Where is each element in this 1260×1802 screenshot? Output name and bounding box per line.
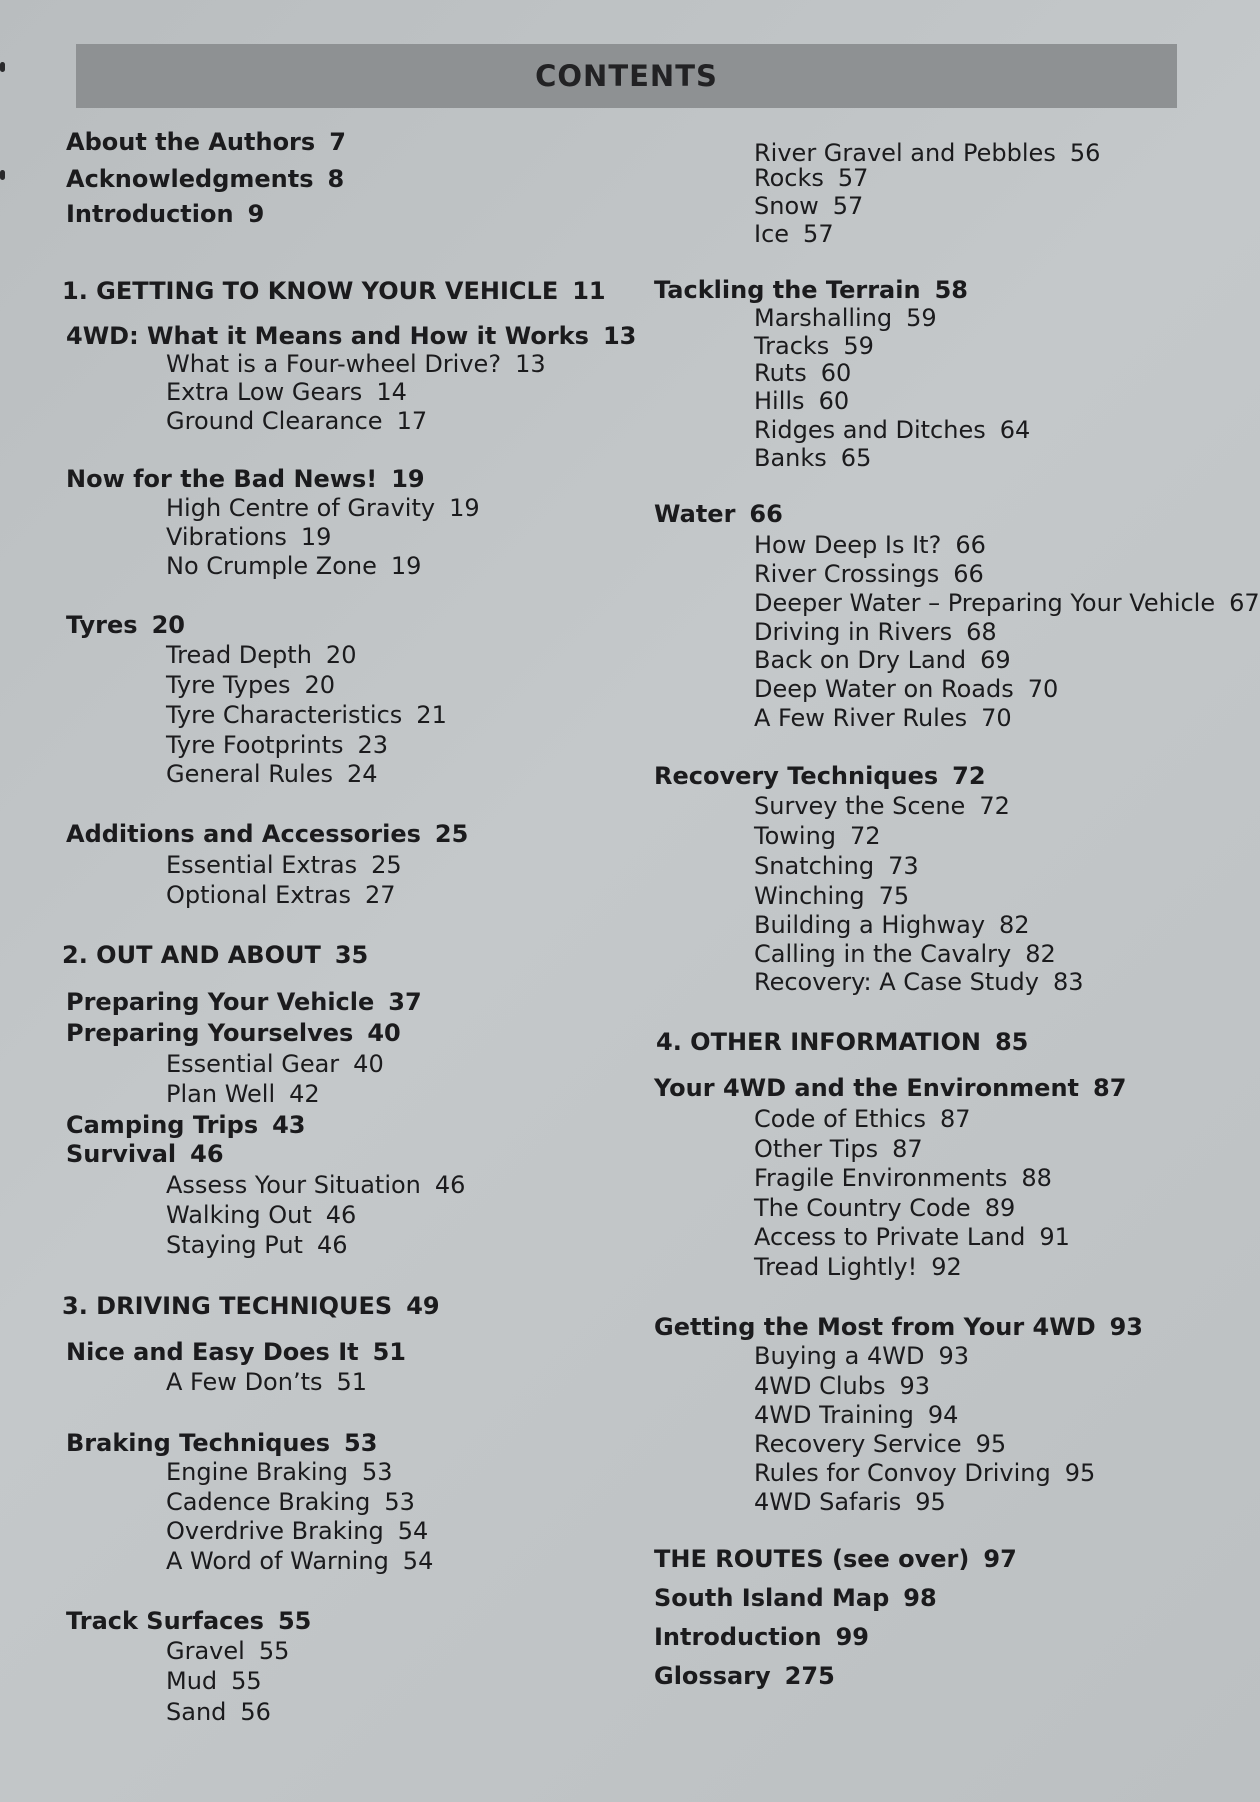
toc-page-number: 56	[240, 1698, 271, 1726]
toc-subsection-entry	[754, 1459, 1095, 1487]
toc-entry-label: Preparing Yourselves	[66, 1019, 354, 1047]
toc-page-number: 46	[190, 1140, 224, 1168]
toc-section-entry	[66, 1140, 224, 1168]
toc-page-number: 40	[367, 1019, 401, 1047]
toc-entry-label: How Deep Is It?	[754, 531, 942, 559]
toc-page-number: 93	[1109, 1313, 1144, 1341]
toc-page-number: 69	[980, 646, 1011, 674]
toc-page-number: 7	[329, 128, 346, 156]
toc-page-number: 27	[364, 881, 396, 909]
toc-entry-label: No Crumple Zone	[166, 552, 377, 580]
toc-entry-label: Access to Private Land	[754, 1223, 1026, 1251]
toc-page-number: 58	[934, 276, 968, 304]
toc-entry-label: Assess Your Situation	[166, 1171, 421, 1199]
toc-entry-label: Survival	[66, 1140, 177, 1168]
toc-entry-label: What is a Four-wheel Drive?	[166, 350, 502, 378]
toc-entry-label: Walking Out	[166, 1201, 312, 1229]
toc-entry-label: Staying Put	[166, 1231, 303, 1259]
toc-entry-label: Gravel	[166, 1637, 245, 1665]
toc-page-number: 93	[899, 1372, 931, 1400]
toc-page-number: 73	[888, 852, 919, 880]
toc-page-number: 19	[449, 494, 480, 522]
toc-entry-label: Track Surfaces	[66, 1607, 264, 1635]
toc-subsection-entry	[754, 822, 881, 850]
toc-entry-label: Now for the Bad News!	[66, 465, 378, 493]
toc-subsection-entry	[754, 304, 937, 332]
toc-page-number: 53	[344, 1429, 378, 1457]
toc-subsection-entry	[754, 1135, 923, 1163]
toc-page-number: 66	[749, 500, 783, 528]
toc-entry-label: Braking Techniques	[66, 1429, 331, 1457]
toc-subsection-entry	[166, 407, 427, 435]
toc-page-number: 21	[416, 701, 447, 729]
toc-page-number: 93	[938, 1342, 969, 1370]
toc-page-number: 95	[975, 1430, 1007, 1458]
toc-entry-label: Marshalling	[754, 304, 893, 332]
toc-entry-label: Preparing Your Vehicle	[66, 988, 375, 1016]
toc-subsection-entry	[754, 882, 909, 910]
toc-page-number: 59	[843, 332, 874, 360]
toc-subsection-entry	[166, 701, 447, 729]
toc-section-entry	[66, 1338, 406, 1366]
toc-entry-label: Additions and Accessories	[66, 820, 421, 848]
toc-entry-label: 2. OUT AND ABOUT	[62, 941, 321, 969]
toc-page-number: 20	[325, 641, 357, 669]
toc-section-entry	[66, 611, 185, 639]
toc-section-entry	[654, 1584, 937, 1612]
toc-page-number: 275	[784, 1662, 835, 1690]
toc-page-number: 68	[966, 618, 997, 646]
toc-page-number: 17	[396, 407, 428, 435]
toc-entry-label: 1. GETTING TO KNOW YOUR VEHICLE	[62, 277, 559, 305]
toc-entry-label: Essential Extras	[166, 851, 358, 879]
toc-entry-label: Fragile Environments	[754, 1164, 1008, 1192]
toc-entry-label: 3. DRIVING TECHNIQUES	[62, 1292, 393, 1320]
toc-entry-label: Ridges and Ditches	[754, 416, 986, 444]
toc-page-number: 19	[390, 552, 422, 580]
toc-page-number: 65	[840, 444, 872, 472]
toc-entry-label: Overdrive Braking	[166, 1517, 384, 1545]
toc-subsection-entry	[754, 560, 984, 588]
toc-entry-label: Ruts	[754, 359, 807, 387]
toc-section-entry	[66, 988, 422, 1016]
toc-page-number: 46	[316, 1231, 348, 1259]
toc-page-number: 55	[277, 1607, 312, 1635]
toc-page-number: 42	[289, 1080, 320, 1108]
toc-section-entry	[66, 465, 425, 493]
toc-page-number: 49	[406, 1292, 440, 1320]
toc-entry-label: Tracks	[754, 332, 830, 360]
toc-page-number: 87	[1093, 1074, 1127, 1102]
toc-entry-label: Towing	[754, 822, 837, 850]
toc-subsection-entry	[166, 760, 378, 788]
toc-entry-label: Sand	[166, 1698, 227, 1726]
toc-entry-label: Introduction	[654, 1623, 822, 1651]
toc-entry-label: Introduction	[66, 200, 234, 228]
toc-section-entry	[654, 1313, 1143, 1341]
toc-page-number: 9	[247, 200, 265, 228]
toc-subsection-entry	[166, 378, 407, 406]
toc-entry-label: South Island Map	[654, 1584, 890, 1612]
toc-chapter-heading	[62, 1292, 440, 1320]
toc-page-number: 43	[272, 1111, 306, 1139]
toc-entry-label: Code of Ethics	[754, 1105, 926, 1133]
toc-entry-label: Camping Trips	[66, 1111, 259, 1139]
toc-entry-label: 4WD Training	[754, 1401, 914, 1429]
toc-section-entry	[654, 276, 968, 304]
toc-page-number: 20	[151, 611, 185, 639]
toc-page-number: 66	[953, 560, 984, 588]
toc-subsection-entry	[754, 359, 851, 387]
toc-page-number: 92	[931, 1253, 962, 1281]
toc-entry-label: General Rules	[166, 760, 333, 788]
toc-subsection-entry	[166, 1171, 465, 1199]
toc-page-number: 20	[304, 671, 336, 699]
toc-page-number: 46	[325, 1201, 357, 1229]
toc-entry-label: Extra Low Gears	[166, 378, 363, 406]
toc-page-number: 8	[327, 165, 345, 193]
toc-section-entry	[654, 1662, 835, 1690]
toc-entry-label: Cadence Braking	[166, 1488, 371, 1516]
toc-entry-label: Snatching	[754, 852, 875, 880]
toc-page-number: 97	[983, 1545, 1017, 1573]
toc-subsection-entry	[166, 350, 546, 378]
toc-subsection-entry	[754, 387, 849, 415]
toc-subsection-entry	[754, 911, 1030, 939]
toc-subsection-entry	[166, 1517, 428, 1545]
toc-entry-label: Getting the Most from Your 4WD	[654, 1313, 1096, 1341]
toc-page-number: 23	[357, 731, 389, 759]
toc-subsection-entry	[754, 1372, 930, 1400]
toc-page-number: 35	[334, 941, 369, 969]
toc-page-number: 72	[979, 792, 1010, 820]
toc-subsection-entry	[754, 589, 1260, 617]
toc-page-number: 24	[346, 760, 378, 788]
toc-subsection-entry	[754, 332, 874, 360]
toc-section-entry	[66, 200, 264, 228]
toc-entry-label: Glossary	[654, 1662, 771, 1690]
toc-page-number: 57	[837, 164, 869, 192]
toc-entry-label: Tread Depth	[166, 641, 312, 669]
toc-subsection-entry	[166, 881, 396, 909]
toc-entry-label: Ground Clearance	[166, 407, 383, 435]
toc-entry-label: The Country Code	[754, 1194, 971, 1222]
toc-entry-label: Tyre Types	[166, 671, 291, 699]
toc-page-number: 60	[818, 387, 850, 415]
toc-page-number: 19	[300, 523, 332, 551]
toc-section-entry	[654, 1074, 1126, 1102]
toc-page-number: 66	[955, 531, 986, 559]
toc-page-number: 70	[981, 704, 1012, 732]
toc-chapter-heading	[62, 941, 368, 969]
toc-page-number: 89	[984, 1194, 1016, 1222]
toc-section-entry	[66, 128, 346, 156]
toc-subsection-entry	[754, 1194, 1015, 1222]
toc-entry-label: Nice and Easy Does It	[66, 1338, 359, 1366]
toc-subsection-entry	[166, 1080, 320, 1108]
toc-subsection-entry	[754, 1488, 946, 1516]
toc-subsection-entry	[754, 1164, 1052, 1192]
toc-page-number: 54	[402, 1547, 434, 1575]
contents-header-bar	[76, 44, 1177, 108]
toc-subsection-entry	[166, 523, 331, 551]
toc-subsection-entry	[166, 494, 480, 522]
toc-entry-label: Ice	[754, 220, 790, 248]
toc-entry-label: River Gravel and Pebbles	[754, 139, 1056, 167]
toc-page-number: 55	[258, 1637, 290, 1665]
toc-entry-label: Winching	[754, 882, 865, 910]
toc-page-number: 51	[336, 1368, 368, 1396]
toc-page-number: 85	[994, 1028, 1029, 1056]
toc-page-number: 72	[850, 822, 881, 850]
toc-section-entry	[66, 1019, 401, 1047]
toc-entry-label: Your 4WD and the Environment	[654, 1074, 1080, 1102]
toc-page-number: 60	[820, 359, 852, 387]
toc-page-number: 64	[999, 416, 1031, 444]
toc-page-number: 55	[231, 1667, 262, 1695]
toc-page-number: 87	[892, 1135, 923, 1163]
toc-entry-label: Water	[654, 500, 736, 528]
toc-page-number: 56	[1069, 139, 1101, 167]
toc-page-number: 25	[434, 820, 469, 848]
toc-entry-label: Acknowledgments	[66, 165, 314, 193]
toc-section-entry	[654, 762, 986, 790]
toc-entry-label: Banks	[754, 444, 827, 472]
toc-entry-label: Rules for Convoy Driving	[754, 1459, 1051, 1487]
toc-page-number: 83	[1052, 968, 1084, 996]
toc-subsection-entry	[754, 968, 1084, 996]
toc-entry-label: A Few River Rules	[754, 704, 968, 732]
toc-subsection-entry	[754, 1105, 971, 1133]
toc-page-number: 94	[927, 1401, 959, 1429]
toc-entry-label: High Centre of Gravity	[166, 494, 436, 522]
toc-entry-label: Plan Well	[166, 1080, 276, 1108]
toc-page-number: 14	[376, 378, 407, 406]
toc-subsection-entry	[754, 1430, 1006, 1458]
toc-subsection-entry	[754, 1401, 958, 1429]
binding-hole	[0, 170, 5, 180]
toc-entry-label: Deeper Water – Preparing Your Vehicle	[754, 589, 1216, 617]
toc-entry-label: Snow	[754, 192, 819, 220]
toc-entry-label: Optional Extras	[166, 881, 351, 909]
toc-page-number: 91	[1039, 1223, 1070, 1251]
toc-entry-label: Tyre Footprints	[166, 731, 344, 759]
toc-entry-label: Other Tips	[754, 1135, 879, 1163]
toc-subsection-entry	[166, 1458, 392, 1486]
toc-entry-label: Rocks	[754, 164, 824, 192]
toc-page-number: 54	[397, 1517, 429, 1545]
toc-subsection-entry	[166, 641, 356, 669]
toc-page-number: 25	[371, 851, 402, 879]
toc-entry-label: Vibrations	[166, 523, 287, 551]
toc-page-number: 40	[353, 1050, 384, 1078]
toc-page-number: 98	[903, 1584, 937, 1612]
toc-page-number: 99	[835, 1623, 869, 1651]
toc-entry-label: Driving in Rivers	[754, 618, 953, 646]
toc-subsection-entry	[754, 1223, 1070, 1251]
toc-page-number: 46	[434, 1171, 466, 1199]
toc-section-entry	[66, 1429, 377, 1457]
toc-entry-label: Essential Gear	[166, 1050, 340, 1078]
toc-section-entry	[654, 1545, 1017, 1573]
toc-subsection-entry	[754, 1253, 962, 1281]
toc-subsection-entry	[166, 851, 402, 879]
toc-entry-label: Tyre Characteristics	[166, 701, 403, 729]
toc-page-number: 87	[939, 1105, 971, 1133]
toc-page-number: 37	[388, 988, 422, 1016]
toc-subsection-entry	[166, 1201, 356, 1229]
toc-page-number: 88	[1021, 1164, 1052, 1192]
page-title: CONTENTS	[535, 59, 718, 93]
toc-page-number: 19	[391, 465, 425, 493]
toc-entry-label: Tackling the Terrain	[654, 276, 921, 304]
toc-page-number: 11	[572, 277, 606, 305]
toc-page-number: 95	[915, 1488, 946, 1516]
toc-entry-label: Hills	[754, 387, 805, 415]
toc-section-entry	[66, 165, 344, 193]
toc-page-number: 57	[803, 220, 834, 248]
toc-entry-label: Recovery Service	[754, 1430, 962, 1458]
toc-chapter-heading	[62, 277, 606, 305]
toc-subsection-entry	[754, 646, 1011, 674]
toc-chapter-heading	[656, 1028, 1028, 1056]
toc-page-number: 51	[372, 1338, 406, 1366]
toc-entry-label: Engine Braking	[166, 1458, 348, 1486]
toc-subsection-entry	[754, 164, 868, 192]
toc-subsection-entry	[754, 531, 986, 559]
toc-entry-label: Deep Water on Roads	[754, 675, 1014, 703]
toc-entry-label: About the Authors	[66, 128, 316, 156]
toc-subsection-entry	[754, 416, 1030, 444]
toc-subsection-entry	[166, 671, 335, 699]
toc-entry-label: THE ROUTES (see over)	[654, 1545, 970, 1573]
toc-subsection-entry	[166, 1231, 348, 1259]
toc-subsection-entry	[166, 1698, 271, 1726]
toc-entry-label: Tyres	[66, 611, 138, 639]
toc-page-number: 75	[878, 882, 910, 910]
toc-subsection-entry	[166, 731, 388, 759]
toc-entry-label: 4WD Safaris	[754, 1488, 902, 1516]
toc-entry-label: River Crossings	[754, 560, 940, 588]
toc-subsection-entry	[166, 1488, 415, 1516]
toc-entry-label: Calling in the Cavalry	[754, 940, 1012, 968]
toc-page-number: 72	[952, 762, 986, 790]
toc-subsection-entry	[166, 1547, 433, 1575]
toc-subsection-entry	[754, 618, 997, 646]
toc-entry-label: Back on Dry Land	[754, 646, 967, 674]
toc-subsection-entry	[754, 444, 871, 472]
toc-section-entry	[66, 1111, 306, 1139]
toc-subsection-entry	[754, 792, 1010, 820]
toc-section-entry	[66, 322, 636, 350]
toc-subsection-entry	[166, 552, 421, 580]
toc-subsection-entry	[754, 1342, 969, 1370]
toc-entry-label: Building a Highway	[754, 911, 986, 939]
toc-entry-label: Survey the Scene	[754, 792, 966, 820]
toc-page-number: 82	[1025, 940, 1056, 968]
toc-subsection-entry	[166, 1368, 367, 1396]
toc-entry-label: Recovery: A Case Study	[754, 968, 1039, 996]
toc-page-number: 59	[906, 304, 937, 332]
toc-page-number: 13	[602, 322, 637, 350]
toc-subsection-entry	[754, 220, 834, 248]
toc-entry-label: Recovery Techniques	[654, 762, 939, 790]
toc-section-entry	[66, 1607, 311, 1635]
toc-page-number: 13	[515, 350, 546, 378]
toc-entry-label: Tread Lightly!	[754, 1253, 918, 1281]
toc-section-entry	[654, 1623, 869, 1651]
toc-section-entry	[66, 820, 468, 848]
toc-entry-label: A Few Don’ts	[166, 1368, 323, 1396]
toc-page-number: 95	[1064, 1459, 1096, 1487]
binding-hole	[0, 62, 5, 72]
toc-page-number: 53	[361, 1458, 393, 1486]
toc-subsection-entry	[166, 1637, 289, 1665]
toc-subsection-entry	[754, 192, 863, 220]
toc-page-number: 70	[1027, 675, 1059, 703]
toc-page-number: 53	[384, 1488, 415, 1516]
toc-subsection-entry	[166, 1667, 262, 1695]
toc-entry-label: 4WD: What it Means and How it Works	[66, 322, 589, 350]
toc-subsection-entry	[754, 852, 919, 880]
toc-page-number: 57	[832, 192, 864, 220]
toc-page-number: 82	[999, 911, 1030, 939]
toc-entry-label: A Word of Warning	[166, 1547, 389, 1575]
toc-subsection-entry	[754, 139, 1100, 167]
toc-subsection-entry	[166, 1050, 384, 1078]
toc-entry-label: 4. OTHER INFORMATION	[656, 1028, 981, 1056]
toc-subsection-entry	[754, 675, 1058, 703]
toc-entry-label: Buying a 4WD	[754, 1342, 925, 1370]
toc-entry-label: Mud	[166, 1667, 218, 1695]
toc-section-entry	[654, 500, 783, 528]
toc-page-number: 67	[1229, 589, 1260, 617]
toc-subsection-entry	[754, 704, 1012, 732]
toc-entry-label: 4WD Clubs	[754, 1372, 886, 1400]
toc-subsection-entry	[754, 940, 1056, 968]
